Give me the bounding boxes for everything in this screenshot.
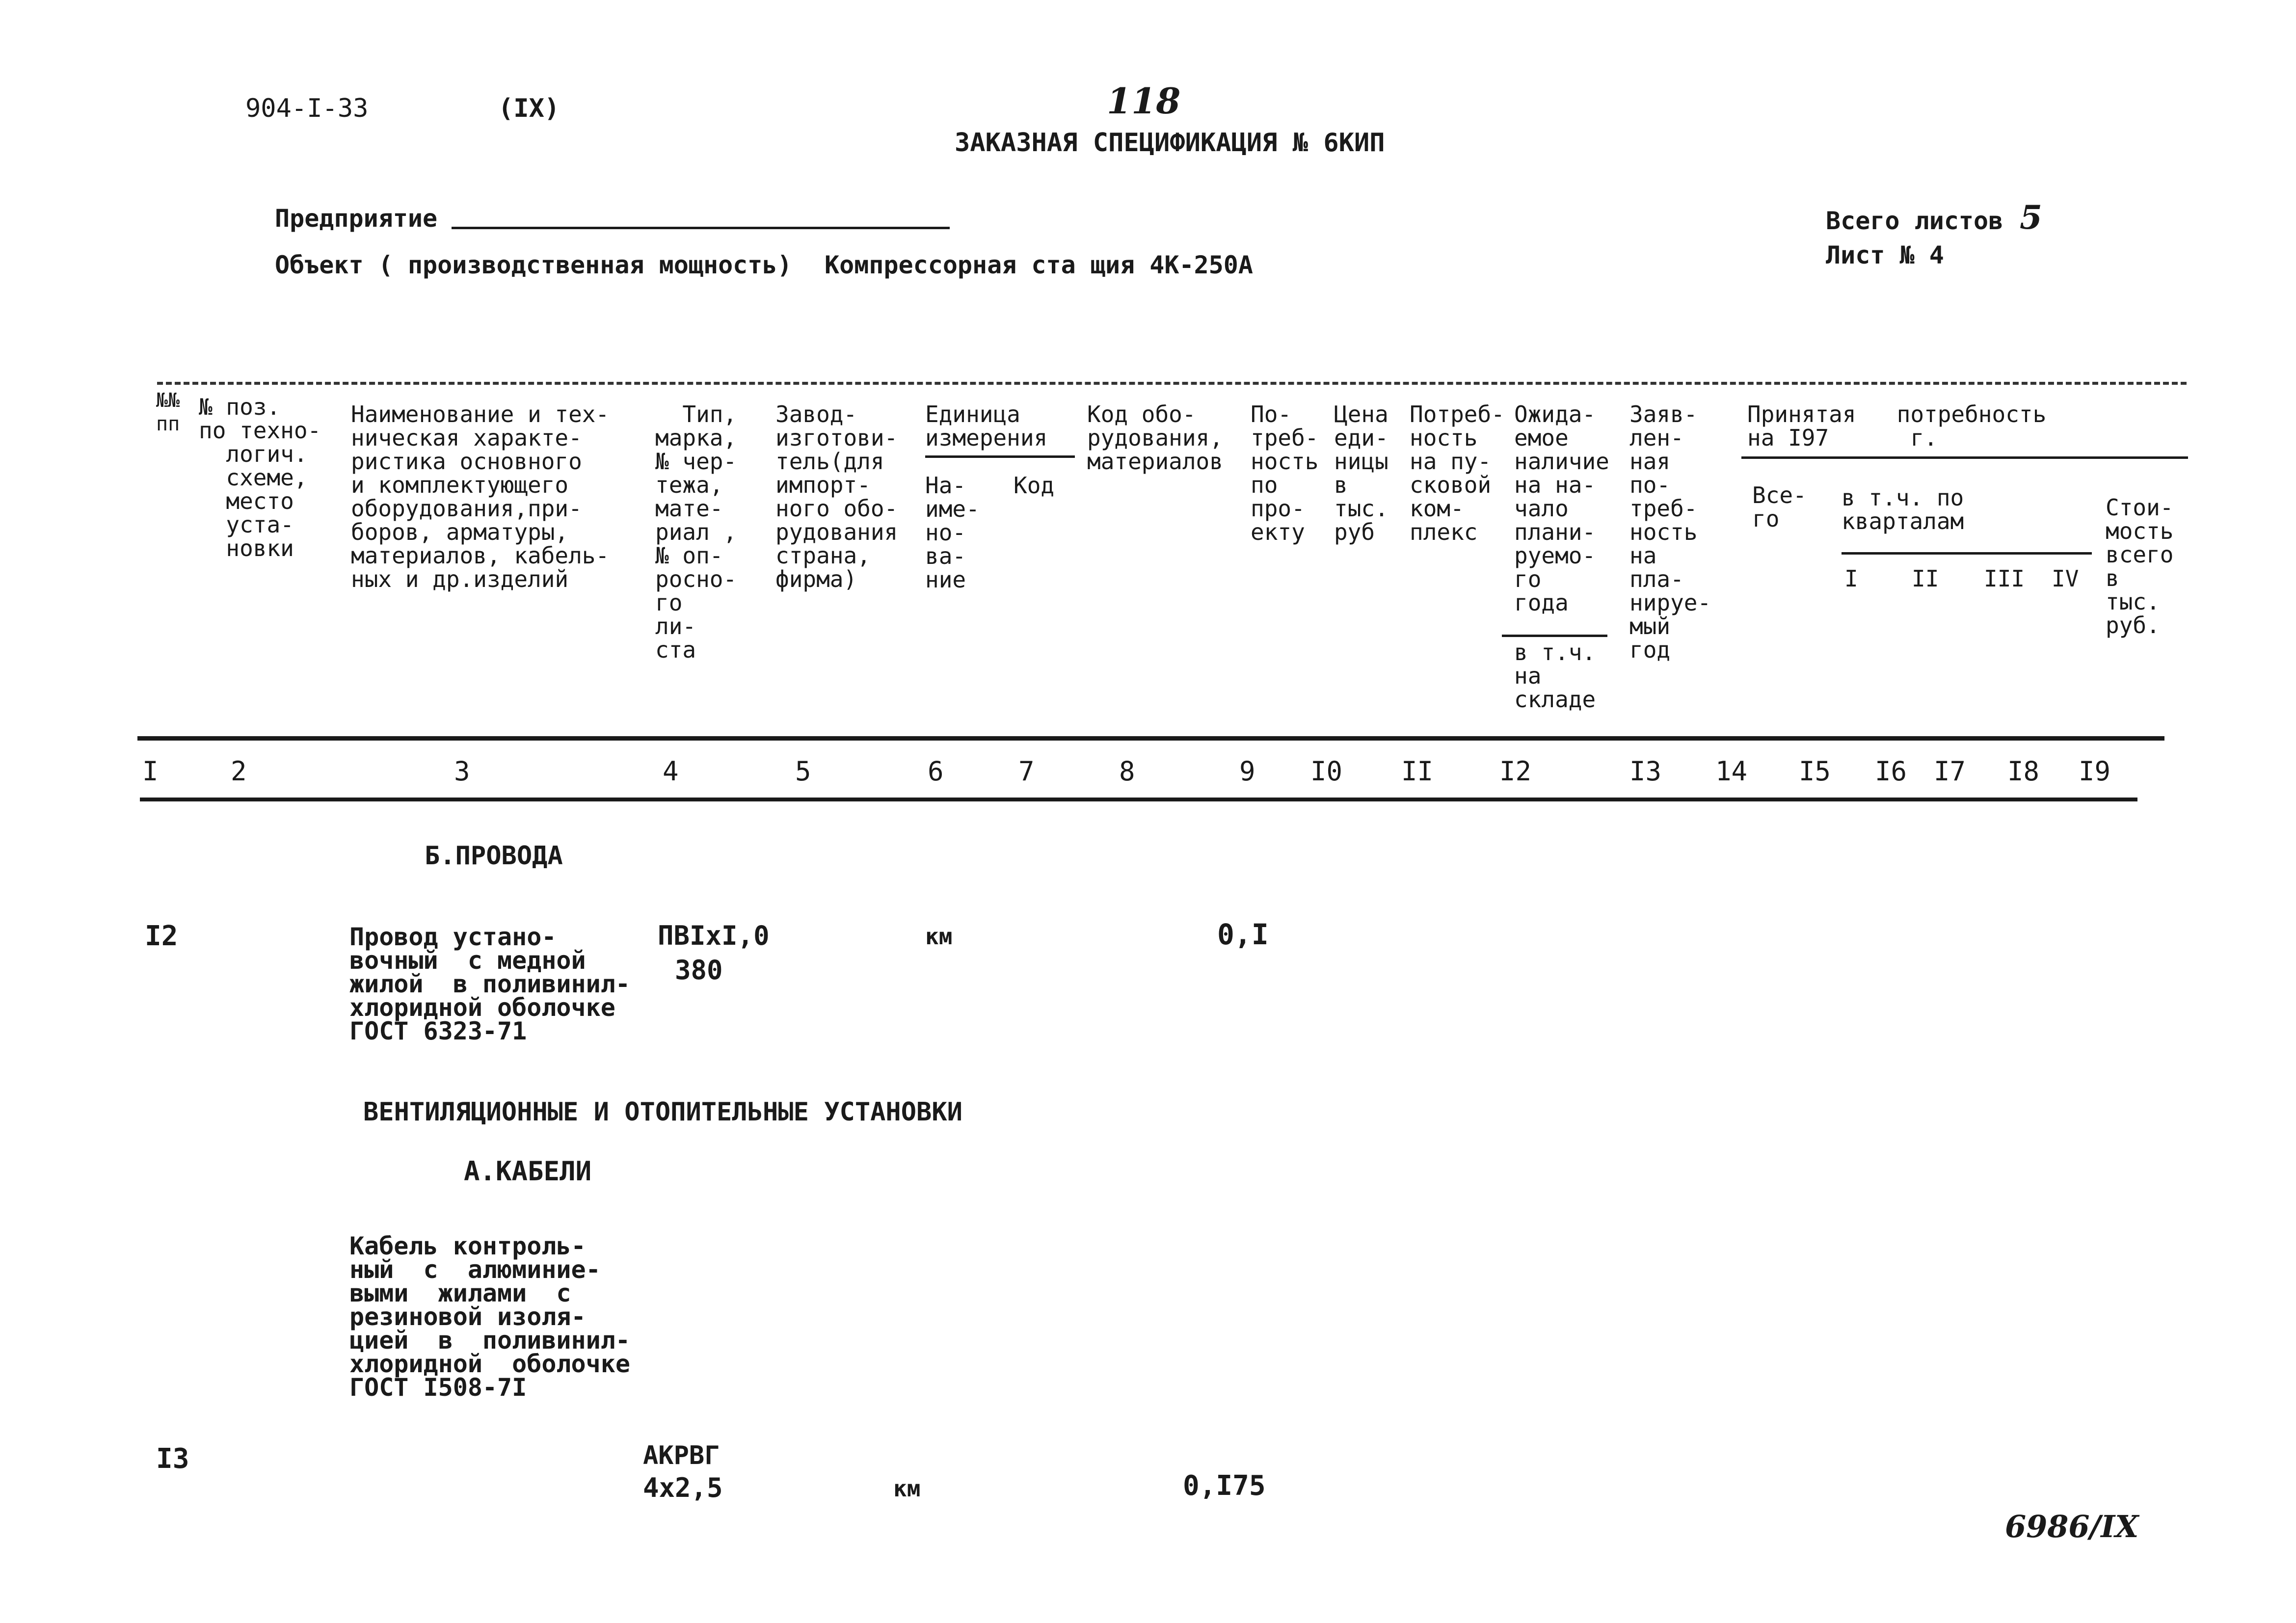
col-number: I5 <box>1799 756 1831 787</box>
col-header-type: Тип, марка, № чер- тежа, мате- риал , № оп- росно- го ли- ста <box>655 401 737 663</box>
col-header-startup-need: Потреб- ность на пу- сковой ком- плекс <box>1410 401 1505 545</box>
col-header-q4: IV <box>2052 565 2079 592</box>
col-header-position: № поз. по техно- логич. схеме, место уста- новки <box>199 394 321 561</box>
col-header-q1: I <box>1844 565 1858 592</box>
col-number: 2 <box>231 756 247 787</box>
row-12-name: Провод устано- вочный с медной жилой в поливинил- хлоридной оболочке ГОСТ 6323-71 <box>349 923 630 1045</box>
col-number: 9 <box>1239 756 1255 787</box>
footer-stamp: 6986/IX <box>2005 1509 2139 1544</box>
col-number: 3 <box>454 756 470 787</box>
row-12-type: ПВIхI,0 <box>658 920 770 951</box>
col-header-expected: Ожида- емое наличие на на- чало плани- руемо- го года <box>1514 401 1609 616</box>
col-number: II <box>1401 756 1434 787</box>
album-number: (IX) <box>498 94 560 123</box>
unit-group-divider <box>925 455 1075 458</box>
col-header-unit-price: Цена еди- ницы в тыс. руб <box>1334 401 1388 545</box>
page-number: 118 <box>1107 80 1181 122</box>
total-sheets-label: Всего листов <box>1826 207 2003 235</box>
col-number: I2 <box>1499 756 1532 787</box>
enterprise-label: Предприятие <box>275 204 438 233</box>
table-top-rule <box>157 382 2187 385</box>
col-header-declared-need: Заяв- лен- ная по- треб- ность на пла- нируе- мый год <box>1629 401 1711 663</box>
accepted-divider <box>1741 456 2188 459</box>
doc-code: 904-I-33 <box>245 94 369 123</box>
col-header-q2: II <box>1912 565 1939 592</box>
col-header-manufacturer: Завод- изготови- тель(для импорт- ного обо- рудования страна, фирма) <box>775 401 898 592</box>
enterprise-underline <box>452 227 950 229</box>
object-label: Объект ( производственная мощность) <box>275 251 792 279</box>
col-number: I <box>142 756 159 787</box>
row-13-number: I3 <box>156 1443 189 1475</box>
numbers-bottom-rule <box>140 798 2137 801</box>
col-header-equipment-code: Код обо- рудования, материалов <box>1087 401 1223 475</box>
col-number: I3 <box>1629 756 1662 787</box>
col-number: 5 <box>795 756 811 787</box>
cable-description: Кабель контроль- ный с алюминие- выми жилами с резиновой изоля- цией в поливинил- хлоридной оболочке ГОСТ I508-7I <box>349 1232 630 1402</box>
col-header-cost: Стои- мость всего в тыс. руб. <box>2106 494 2174 639</box>
section-cables: А.КАБЕЛИ <box>464 1156 592 1187</box>
col-header-unit-group: Единица измерения <box>925 401 1048 451</box>
row-12-type2: 380 <box>675 955 723 985</box>
col-number: I6 <box>1875 756 1907 787</box>
row-13-type: АКРВГ <box>643 1441 720 1470</box>
col-header-in-stock: в т.ч. на складе <box>1514 639 1596 713</box>
section-ventilation: ВЕНТИЛЯЦИОННЫЕ И ОТОПИТЕЛЬНЫЕ УСТАНОВКИ <box>363 1097 962 1127</box>
col-header-unit-name: На- име- но- ва- ние <box>925 472 980 593</box>
expected-divider <box>1502 635 1607 637</box>
row-12-qty: 0,I <box>1217 918 1269 951</box>
col-number: 6 <box>928 756 944 787</box>
row-12-unit: км <box>925 923 953 950</box>
header-bottom-rule <box>137 736 2164 741</box>
col-header-accepted-group: Принятая потребность на I97 г. <box>1747 401 2047 451</box>
col-number: I8 <box>2007 756 2040 787</box>
col-header-q3: III <box>1984 565 2025 592</box>
col-number: 4 <box>663 756 679 787</box>
col-number: 14 <box>1715 756 1748 787</box>
row-13-qty: 0,I75 <box>1183 1470 1266 1502</box>
total-sheets-value: 5 <box>2020 198 2042 237</box>
col-header-row-number: №№ пп <box>156 389 180 435</box>
quarters-divider <box>1842 552 2092 555</box>
document-title: ЗАКАЗНАЯ СПЕЦИФИКАЦИЯ № 6КИП <box>955 128 1385 158</box>
col-number: I7 <box>1934 756 1966 787</box>
sheet-label: Лист № 4 <box>1826 241 1944 269</box>
col-number: I0 <box>1310 756 1343 787</box>
col-number: 8 <box>1119 756 1135 787</box>
col-header-total: Все- го <box>1752 482 1807 532</box>
col-header-unit-code: Код <box>1014 472 1055 499</box>
object-value: Компрессорная ста щия 4К-250А <box>825 251 1253 279</box>
row-12-number: I2 <box>145 920 178 952</box>
row-13-type2: 4х2,5 <box>643 1472 723 1503</box>
section-wires: Б.ПРОВОДА <box>425 841 563 871</box>
col-header-project-need: По- треб- ность по про- екту <box>1251 401 1319 545</box>
col-number: I9 <box>2079 756 2111 787</box>
row-13-unit: км <box>893 1475 921 1502</box>
col-number: 7 <box>1018 756 1035 787</box>
col-header-name: Наименование и тех- ническая характе- ристика основного и комплектующего оборудования,при- боров, арматуры, материалов, кабель- ных и др.изделий <box>351 401 610 592</box>
col-header-quarters-group: в т.ч. по кварталам <box>1842 484 1964 534</box>
